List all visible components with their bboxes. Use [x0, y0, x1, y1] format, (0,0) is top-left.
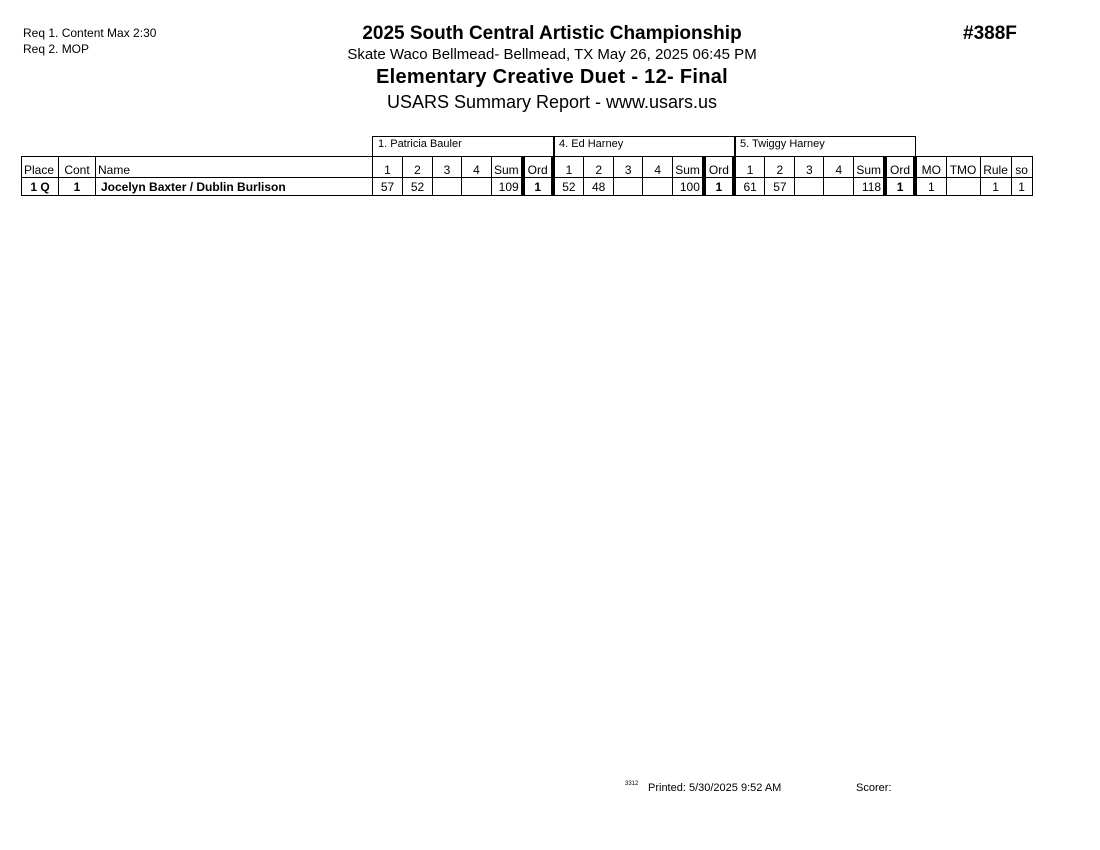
rule-cell: 1 [980, 178, 1011, 196]
col-name: Name [96, 157, 373, 178]
header-row [22, 157, 1033, 178]
j1-sum: 109 [492, 178, 523, 196]
mo-cell: 1 [915, 178, 946, 196]
col-j2-sum: Sum [673, 157, 704, 178]
j1-score-2: 52 [403, 178, 433, 196]
j1-ordinal: 1 [523, 178, 553, 196]
col-j2-ord: Ord [704, 157, 734, 178]
col-j1-ord: Ord [523, 157, 553, 178]
venue-line: Skate Waco Bellmead- Bellmead, TX May 26, 2025 06:45 PM [347, 46, 757, 63]
report-code: 3312 [625, 781, 639, 787]
j3-score-3 [795, 178, 824, 196]
j2-score-1: 52 [553, 178, 584, 196]
col-mo: MO [915, 157, 946, 178]
j1-score-4 [462, 178, 492, 196]
event-number: #388F [963, 23, 1017, 44]
col-j3-2: 2 [765, 157, 795, 178]
place-cell: 1 Q [22, 178, 59, 196]
col-j1-sum: Sum [492, 157, 523, 178]
j1-score-1: 57 [373, 178, 403, 196]
report-header [252, 22, 852, 114]
col-rule: Rule [980, 157, 1011, 178]
printed-timestamp: Printed: 5/30/2025 9:52 AM [648, 782, 782, 794]
col-j2-4: 4 [643, 157, 673, 178]
scorer-label: Scorer: [856, 782, 892, 794]
so-cell: 1 [1011, 178, 1032, 196]
tmo-cell [946, 178, 980, 196]
table-row [22, 178, 1033, 196]
skater-name-cell: Jocelyn Baxter / Dublin Burlison [96, 178, 373, 196]
col-j2-3: 3 [614, 157, 643, 178]
j2-score-2: 48 [584, 178, 614, 196]
j2-score-4 [643, 178, 673, 196]
col-j2-1: 1 [553, 157, 584, 178]
col-j3-3: 3 [795, 157, 824, 178]
j3-score-4 [824, 178, 854, 196]
col-j1-3: 3 [433, 157, 462, 178]
col-j1-2: 2 [403, 157, 433, 178]
judge-2-header: 4. Ed Harney [553, 136, 736, 156]
j2-ordinal: 1 [704, 178, 734, 196]
requirement-1: Req 1. Content Max 2:30 [23, 26, 157, 40]
col-j2-2: 2 [584, 157, 614, 178]
event-title: Elementary Creative Duet - 12- Final [375, 66, 729, 88]
j2-sum: 100 [673, 178, 704, 196]
col-j3-ord: Ord [885, 157, 915, 178]
report-title: USARS Summary Report - www.usars.us [386, 92, 718, 112]
j2-score-3 [614, 178, 643, 196]
cont-cell: 1 [59, 178, 96, 196]
judge-3-header: 5. Twiggy Harney [734, 136, 916, 156]
judge-1-header: 1. Patricia Bauler [372, 136, 555, 156]
col-j1-1: 1 [373, 157, 403, 178]
j3-sum: 118 [854, 178, 885, 196]
col-so: so [1011, 157, 1032, 178]
col-j3-4: 4 [824, 157, 854, 178]
results-table [21, 156, 1033, 196]
j3-ordinal: 1 [885, 178, 915, 196]
championship-title: 2025 South Central Artistic Championship [362, 23, 742, 44]
col-j3-1: 1 [734, 157, 765, 178]
col-place: Place [22, 157, 59, 178]
requirement-2: Req 2. MOP [23, 42, 90, 56]
j1-score-3 [433, 178, 462, 196]
j3-score-1: 61 [734, 178, 765, 196]
col-cont: Cont [59, 157, 96, 178]
j3-score-2: 57 [765, 178, 795, 196]
col-j1-4: 4 [462, 157, 492, 178]
col-tmo: TMO [946, 157, 980, 178]
col-j3-sum: Sum [854, 157, 885, 178]
